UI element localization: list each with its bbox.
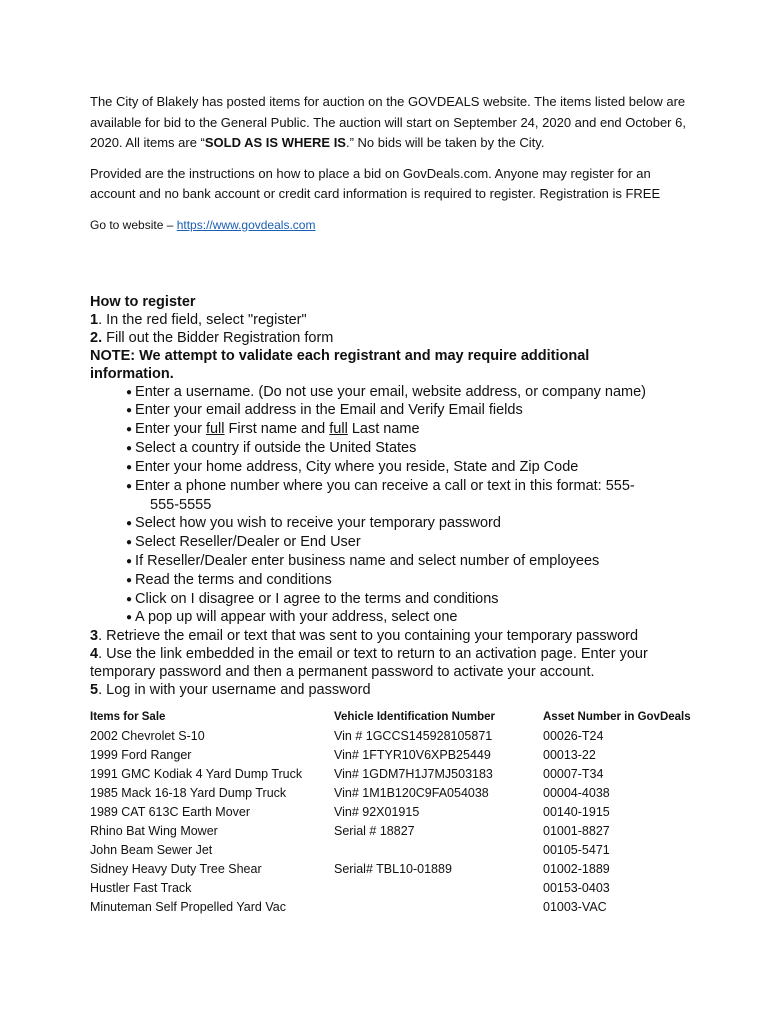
table-row xyxy=(90,860,730,879)
bullet-address: ● Enter your home address, City where you reside, State and Zip Code xyxy=(126,459,579,476)
item-name: Rhino Bat Wing Mower xyxy=(90,824,218,838)
bullet-country: ● Select a country if outside the United States xyxy=(126,440,417,457)
step-4-continued: temporary password and then a permanent password to activate your account. xyxy=(90,664,595,681)
bullet-business: ● If Reseller/Dealer enter business name and select number of employees xyxy=(126,552,600,569)
website-line xyxy=(90,215,690,236)
header-vin: Vehicle Identification Number xyxy=(334,711,496,723)
bullet-terms: ● Read the terms and conditions xyxy=(126,571,332,588)
website-label: Go to website – xyxy=(90,217,177,232)
step-4: 4. Use the link embedded in the email or text to return to an activation page. Enter your xyxy=(90,646,648,663)
table-header-row xyxy=(90,708,730,727)
step-5: 5. Log in with your username and password xyxy=(90,682,371,699)
auction-announcement xyxy=(90,92,690,154)
table-row xyxy=(90,765,730,784)
step-1: 1. In the red field, select "register" xyxy=(90,311,307,328)
bullet-phone: ● Enter a phone number where you can receive a call or text in this format: 555- xyxy=(126,478,635,495)
item-asset: 00026-T24 xyxy=(543,729,604,743)
item-asset: 00105-5471 xyxy=(543,843,610,857)
item-vin: Serial# TBL10-01889 xyxy=(334,862,452,876)
item-vin xyxy=(334,898,543,917)
item-vin: Vin# 1FTYR10V6XPB25449 xyxy=(334,748,491,762)
item-name: 1991 GMC Kodiak 4 Yard Dump Truck xyxy=(90,767,303,781)
header-asset: Asset Number in GovDeals xyxy=(543,711,691,723)
item-asset: 00140-1915 xyxy=(543,805,610,819)
bullet-username: ● Enter a username. (Do not use your email, website address, or company name) xyxy=(126,383,647,400)
header-items: Items for Sale xyxy=(90,711,166,723)
bullet-popup: ● A pop up will appear with your address, select one xyxy=(126,609,458,626)
bullet-agree: ● Click on I disagree or I agree to the terms and conditions xyxy=(126,590,499,607)
sold-as-is-text: SOLD AS IS WHERE IS xyxy=(204,135,346,150)
table-row xyxy=(90,746,730,765)
bullet-reseller: ● Select Reseller/Dealer or End User xyxy=(126,533,361,550)
announcement-text-end: .” No bids will be taken by the City. xyxy=(345,135,545,150)
item-vin: Vin# 1GDM7H1J7MJ503183 xyxy=(334,767,493,781)
item-vin: Vin# 92X01915 xyxy=(334,805,420,819)
item-asset: 00004-4038 xyxy=(543,786,610,800)
item-asset: 00007-T34 xyxy=(543,767,604,781)
how-to-register-heading: How to register xyxy=(90,294,196,310)
table-row xyxy=(90,727,730,746)
step-2: 2. Fill out the Bidder Registration form xyxy=(90,329,334,346)
item-name: Hustler Fast Track xyxy=(90,881,192,895)
bullet-phone-continued: 555-5555 xyxy=(150,496,212,513)
item-asset: 01002-1889 xyxy=(543,862,610,876)
step-3: 3. Retrieve the email or text that was sent to you containing your temporary password xyxy=(90,628,639,645)
item-asset: 00013-22 xyxy=(543,748,596,762)
how-to-register-section xyxy=(90,294,690,700)
item-asset: 00153-0403 xyxy=(543,881,610,895)
items-for-sale-table xyxy=(90,708,730,917)
item-vin xyxy=(334,879,543,898)
table-row xyxy=(90,822,730,841)
document-page xyxy=(90,92,691,914)
bullet-full-name: ● Enter your full First name and full Last name xyxy=(126,421,420,438)
item-name: 1985 Mack 16-18 Yard Dump Truck xyxy=(90,786,287,800)
item-vin: Serial # 18827 xyxy=(334,824,415,838)
bullet-email: ● Enter your email address in the Email and Verify Email fields xyxy=(126,402,523,419)
item-name: Sidney Heavy Duty Tree Shear xyxy=(90,862,262,876)
govdeals-link[interactable]: https://www.govdeals.com xyxy=(176,217,316,232)
item-vin: Vin # 1GCCS145928105871 xyxy=(334,729,493,743)
item-vin: Vin# 1M1B120C9FA054038 xyxy=(334,786,489,800)
item-asset: 01001-8827 xyxy=(543,824,610,838)
item-name: John Beam Sewer Jet xyxy=(90,843,213,857)
item-name: Minuteman Self Propelled Yard Vac xyxy=(90,900,286,914)
table-row xyxy=(90,841,730,860)
item-vin xyxy=(334,841,543,860)
table-row xyxy=(90,803,730,822)
table-row xyxy=(90,879,730,898)
item-name: 1999 Ford Ranger xyxy=(90,748,192,762)
item-name: 2002 Chevrolet S-10 xyxy=(90,729,205,743)
table-row xyxy=(90,784,730,803)
table-row xyxy=(90,898,730,917)
item-asset: 01003-VAC xyxy=(543,900,607,914)
instructions-paragraph: Provided are the instructions on how to place a bid on GovDeals.com. Anyone may register for an account and no bank account or credit card information is required to register. Registration is FREE xyxy=(90,165,661,201)
note-line-2: information. xyxy=(90,365,174,382)
announcement-text: The City of Blakely has posted items for auction on the GOVDEALS website. The items listed below are available for bid to the General Public. The auction will start on September 24, 2020 and end October 6, 2020. All items are “ xyxy=(90,94,686,150)
note-line-1: NOTE: We attempt to validate each registrant and may require additional xyxy=(90,347,590,364)
item-name: 1989 CAT 613C Earth Mover xyxy=(90,805,251,819)
intro-section xyxy=(90,92,690,235)
bullet-password-delivery: ● Select how you wish to receive your temporary password xyxy=(126,514,501,531)
